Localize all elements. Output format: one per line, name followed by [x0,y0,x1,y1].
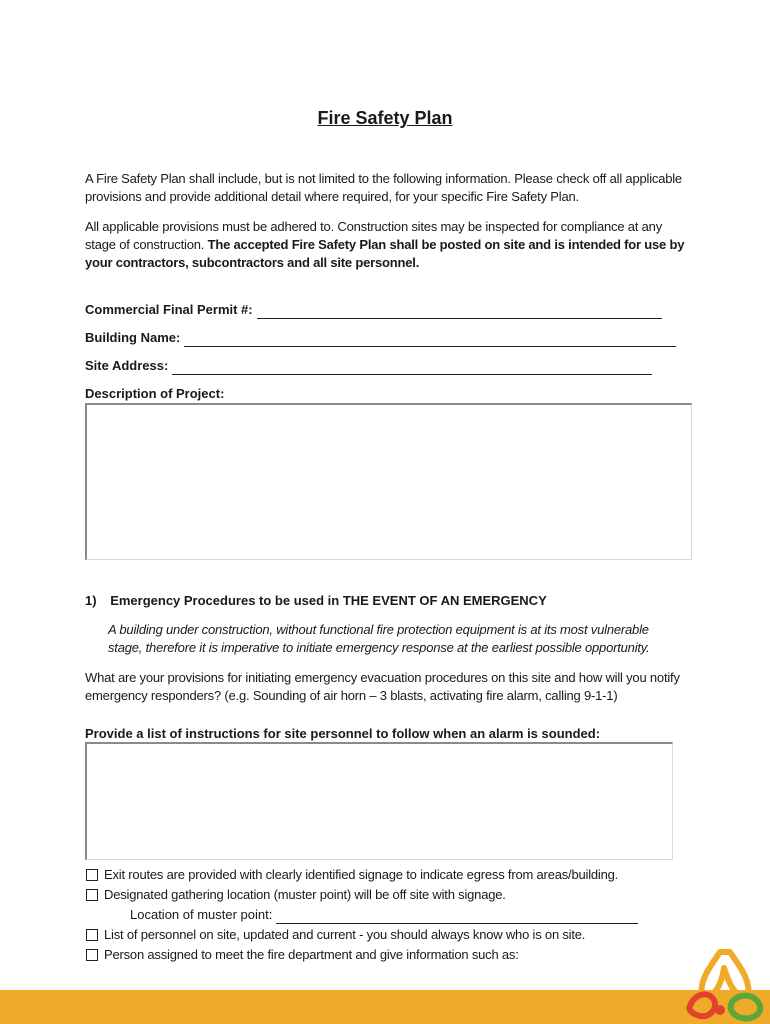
check-item-label: List of personnel on site, updated and current - you should always know who is on site. [104,927,586,942]
building-name-label: Building Name: [85,330,181,345]
building-name-input[interactable] [184,332,676,347]
site-address-field-row [85,357,652,375]
section-1-note: A building under construction, without functional fire protection equipment is at its most vulnerable stage, therefore it is imperative to initiate emergency response at the earliest possible opportunity. [108,622,650,655]
section-1-title: Emergency Procedures to be used in THE EVENT OF AN EMERGENCY [110,593,547,608]
intro-paragraph-2-text: All applicable provisions must be adhered to. Construction sites may be inspected for compliance at any stage of construction. [85,219,662,252]
description-label: Description of Project: [85,386,225,401]
section-1-heading [85,593,547,608]
check-item-personnel-list [86,926,585,944]
instructions-textarea[interactable] [85,742,673,860]
section-1-question: What are your provisions for initiating emergency evacuation procedures on this site and how will you notify emergency responders? (e.g. Sounding of air horn – 3 blasts, activating fire alarm, calling 9-1-1) [85,670,680,703]
site-address-input[interactable] [172,360,652,375]
site-address-label: Site Address: [85,358,169,373]
muster-point-checkbox[interactable] [86,889,98,901]
check-item-fire-dept-contact [86,946,519,964]
permit-input[interactable] [257,304,662,319]
personnel-list-checkbox[interactable] [86,929,98,941]
fire-dept-contact-checkbox[interactable] [86,949,98,961]
intro-paragraph-1: A Fire Safety Plan shall include, but is not limited to the following information. Please check off all applicable provisions and provide additional detail where required, for your specific Fire Safety Plan. [85,171,682,204]
exit-routes-checkbox[interactable] [86,869,98,881]
check-item-exit-routes [86,866,618,884]
page-title: Fire Safety Plan [317,108,453,128]
building-name-field-row [85,329,676,347]
city-logo-icon [682,944,770,1024]
muster-location-input[interactable] [276,909,638,924]
section-1-number: 1) [85,593,97,608]
intro-paragraph-2-bold: The accepted Fire Safety Plan shall be posted on site and is intended for use by your contractors, subcontractors and all site personnel. [85,237,685,270]
description-textarea[interactable] [85,403,692,560]
muster-location-row [130,906,638,924]
check-item-label: Exit routes are provided with clearly identified signage to indicate egress from areas/building. [104,867,619,882]
muster-location-label: Location of muster point: [130,907,273,922]
check-item-label: Designated gathering location (muster point) will be off site with signage. [104,887,506,902]
permit-label: Commercial Final Permit #: [85,302,253,317]
permit-field-row [85,301,662,319]
footer-bar [0,990,770,1024]
check-item-muster-point [86,886,506,904]
check-item-label: Person assigned to meet the fire department and give information such as: [104,947,519,962]
instructions-label: Provide a list of instructions for site personnel to follow when an alarm is sounded: [85,726,601,741]
intro-paragraph-2 [85,218,685,272]
